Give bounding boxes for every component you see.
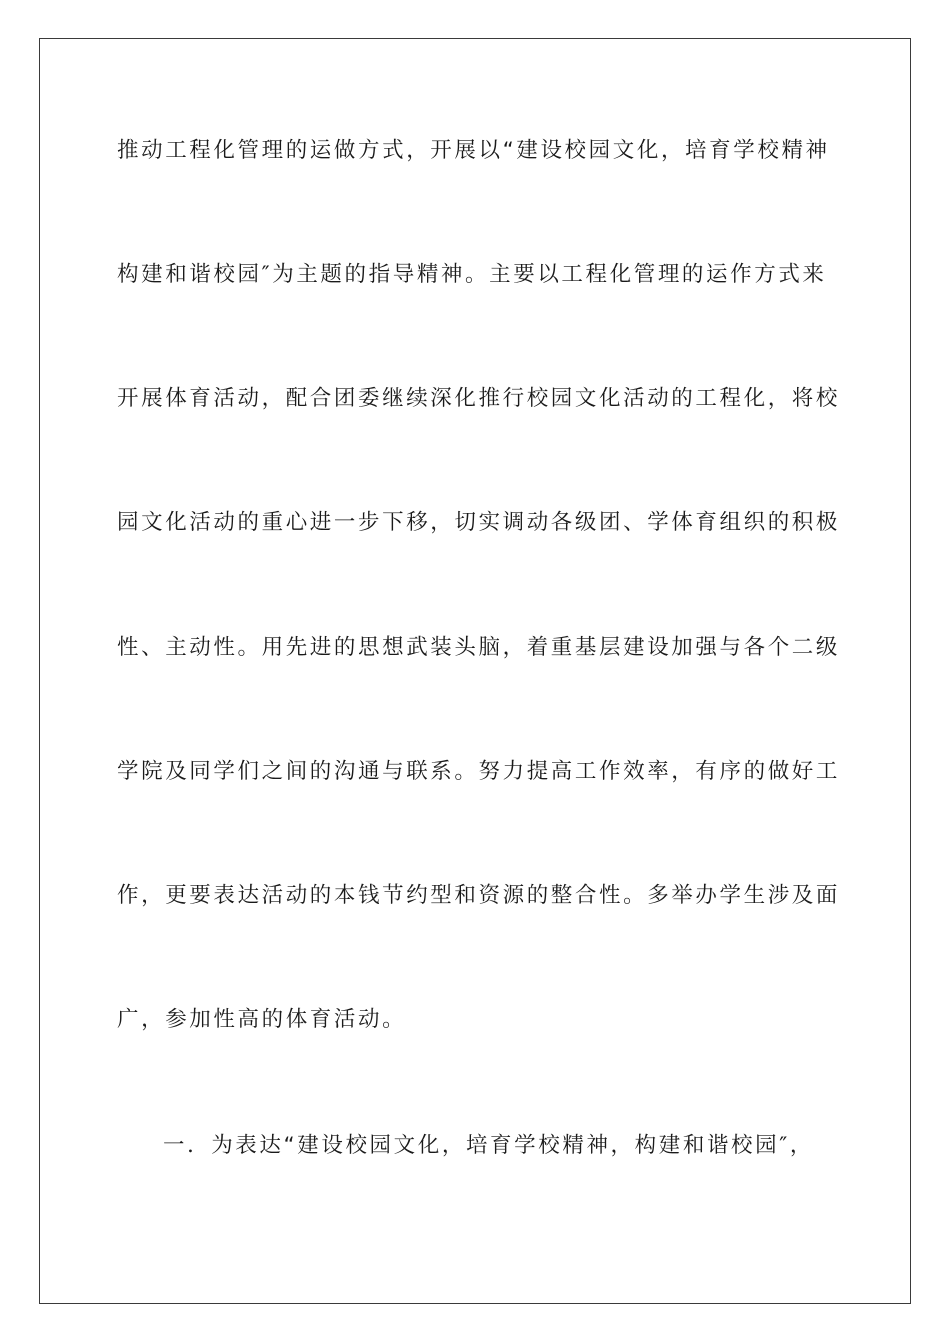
paragraph-line-4: 园文化活动的重心进一步下移，切实调动各级团、学体育组织的积极	[117, 510, 841, 535]
paragraph-line-3: 开展体育活动，配合团委继续深化推行校园文化活动的工程化，将校	[117, 386, 841, 411]
paragraph-line-7: 作，更要表达活动的本钱节约型和资源的整合性。多举办学生涉及面	[117, 883, 841, 908]
paragraph-line-5: 性、主动性。用先进的思想武装头脑，着重基层建设加强与各个二级	[117, 635, 841, 660]
section-heading-line: 一．为表达“建设校园文化，培育学校精神，构建和谐校园″，	[163, 1133, 814, 1158]
page-border	[39, 38, 911, 1304]
paragraph-line-8: 广，参加性高的体育活动。	[117, 1007, 407, 1032]
paragraph-line-1: 推动工程化管理的运做方式，开展以“建设校园文化，培育学校精神	[117, 138, 830, 163]
paragraph-line-2: 构建和谐校园″为主题的指导精神。主要以工程化管理的运作方式来	[117, 262, 827, 287]
paragraph-line-6: 学院及同学们之间的沟通与联系。努力提高工作效率，有序的做好工	[117, 759, 841, 784]
